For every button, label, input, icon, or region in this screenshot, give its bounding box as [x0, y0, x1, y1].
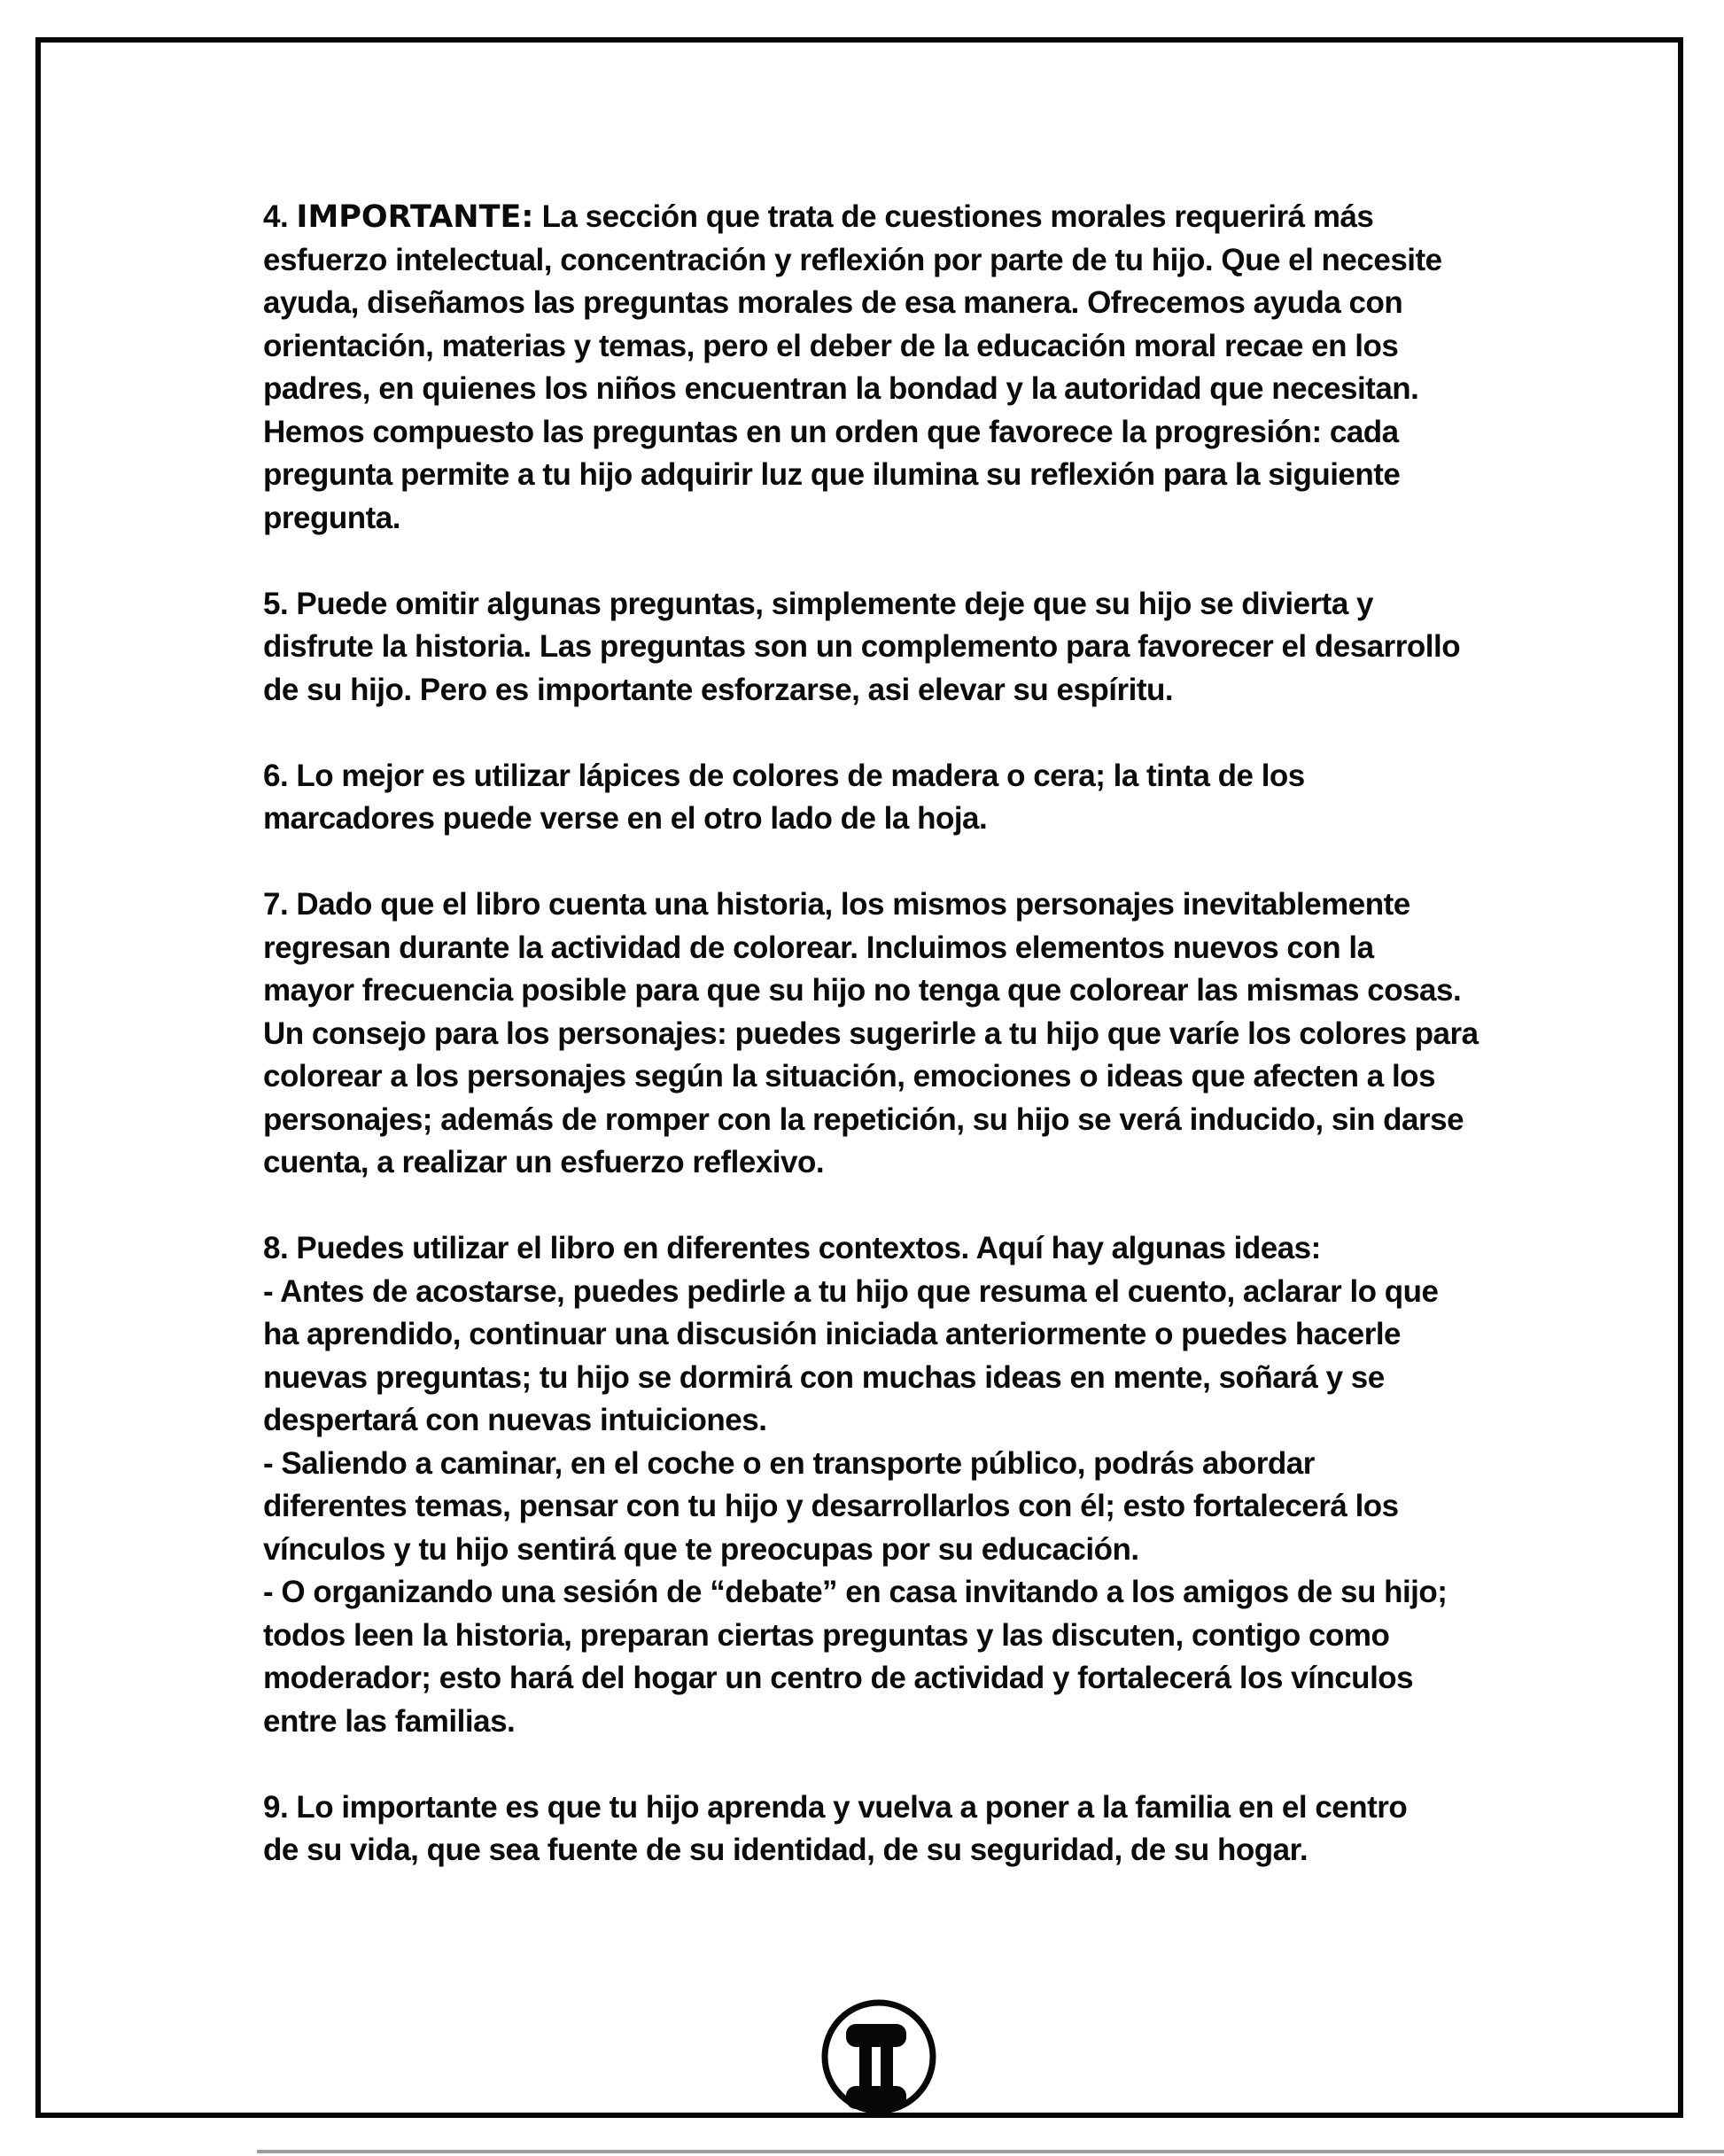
roman-numeral-II-circle-icon	[819, 1998, 938, 2117]
text-line: diferentes temas, pensar con tu hijo y desarrollarlos con él; esto fortalecerá los	[263, 1489, 1399, 1523]
text-line: 5. Puede omitir algunas preguntas, simplemente deje que su hijo se divierta y	[263, 586, 1373, 621]
paragraph-9	[263, 1786, 1645, 1872]
text-line: despertará con nuevas intuiciones.	[263, 1403, 767, 1437]
text-line: pregunta permite a tu hijo adquirir luz que ilumina su reflexión para la siguiente	[263, 457, 1401, 492]
text-line: nuevas preguntas; tu hijo se dormirá con muchas ideas en mente, soñará y se	[263, 1359, 1385, 1395]
text-line: 8. Puedes utilizar el libro en diferentes contextos. Aquí hay algunas ideas:	[263, 1231, 1321, 1265]
text-line: de su vida, que sea fuente de su identidad, de su seguridad, de su hogar.	[263, 1833, 1309, 1867]
text-line: - Antes de acostarse, puedes pedirle a tu hijo que resuma el cuento, aclarar lo que	[263, 1273, 1439, 1309]
text-line: cuenta, a realizar un esfuerzo reflexivo.	[263, 1145, 825, 1179]
text-line: ha aprendido, continuar una discusión iniciada anteriormente o puedes hacerle	[263, 1317, 1402, 1351]
paragraph-8	[263, 1227, 1645, 1743]
text-line: - O organizando una sesión de “debate” en casa invitando a los amigos de su hijo;	[263, 1575, 1448, 1609]
text-line: padres, en quienes los niños encuentran la bondad y la autoridad que necesitan.	[263, 371, 1419, 406]
important-label: IMPORTANTE:	[296, 199, 534, 235]
text-line: moderador; esto hará del hogar un centro de actividad y fortalecerá los vínculos	[263, 1661, 1414, 1695]
text-line: de su hijo. Pero es importante esforzarse, asi elevar su espíritu.	[263, 672, 1174, 707]
first-line-text: La sección que trata de cuestiones morales requerirá más	[533, 199, 1374, 234]
text-line	[263, 196, 1645, 239]
paragraph-number: 4.	[263, 199, 297, 234]
text-line: Un consejo para los personajes: puedes sugerirle a tu hijo que varíe los colores para	[263, 1016, 1479, 1051]
text-line: vínculos y tu hijo sentirá que te preocupas por su educación.	[263, 1531, 1139, 1567]
text-line: 9. Lo importante es que tu hijo aprenda y vuelva a poner a la familia en el centro	[263, 1789, 1408, 1825]
paragraph-5	[263, 583, 1645, 712]
text-line: orientación, materias y temas, pero el deber de la educación moral recae en los	[263, 328, 1399, 363]
text-line: 7. Dado que el libro cuenta una historia, los mismos personajes inevitablemente	[263, 887, 1410, 922]
text-line: marcadores puede verse en el otro lado de la hoja.	[263, 801, 988, 836]
paragraph-4	[263, 196, 1645, 540]
scan-edge-artifact	[257, 2150, 1724, 2153]
text-line: Hemos compuesto las preguntas en un orden que favorece la progresión: cada	[263, 414, 1399, 449]
paragraph-6	[263, 755, 1645, 841]
text-line: todos leen la historia, preparan ciertas preguntas y las discuten, contigo como	[263, 1617, 1390, 1653]
text-line: mayor frecuencia posible para que su hijo no tenga que colorear las mismas cosas.	[263, 973, 1462, 1008]
text-line: ayuda, diseñamos las preguntas morales de esa manera. Ofrecemos ayuda con	[263, 285, 1403, 320]
paragraph-7	[263, 883, 1645, 1185]
text-line: personajes; además de romper con la repetición, su hijo se verá inducido, sin darse	[263, 1101, 1464, 1137]
publisher-logo	[819, 1998, 938, 2117]
text-line: entre las familias.	[263, 1703, 516, 1739]
text-line: esfuerzo intelectual, concentración y reflexión por parte de tu hijo. Que el necesite	[263, 242, 1442, 277]
text-line: - Saliendo a caminar, en el coche o en transporte público, podrás abordar	[263, 1445, 1315, 1481]
text-line: colorear a los personajes según la situación, emociones o ideas que afecten a los	[263, 1059, 1436, 1094]
text-line: disfrute la historia. Las preguntas son un complemento para favorecer el desarrollo	[263, 629, 1461, 664]
text-line: regresan durante la actividad de colorear. Incluimos elementos nuevos con la	[263, 930, 1374, 965]
text-line: 6. Lo mejor es utilizar lápices de colores de madera o cera; la tinta de los	[263, 758, 1305, 793]
instructions-text	[263, 196, 1645, 1872]
text-line: pregunta.	[263, 500, 400, 535]
